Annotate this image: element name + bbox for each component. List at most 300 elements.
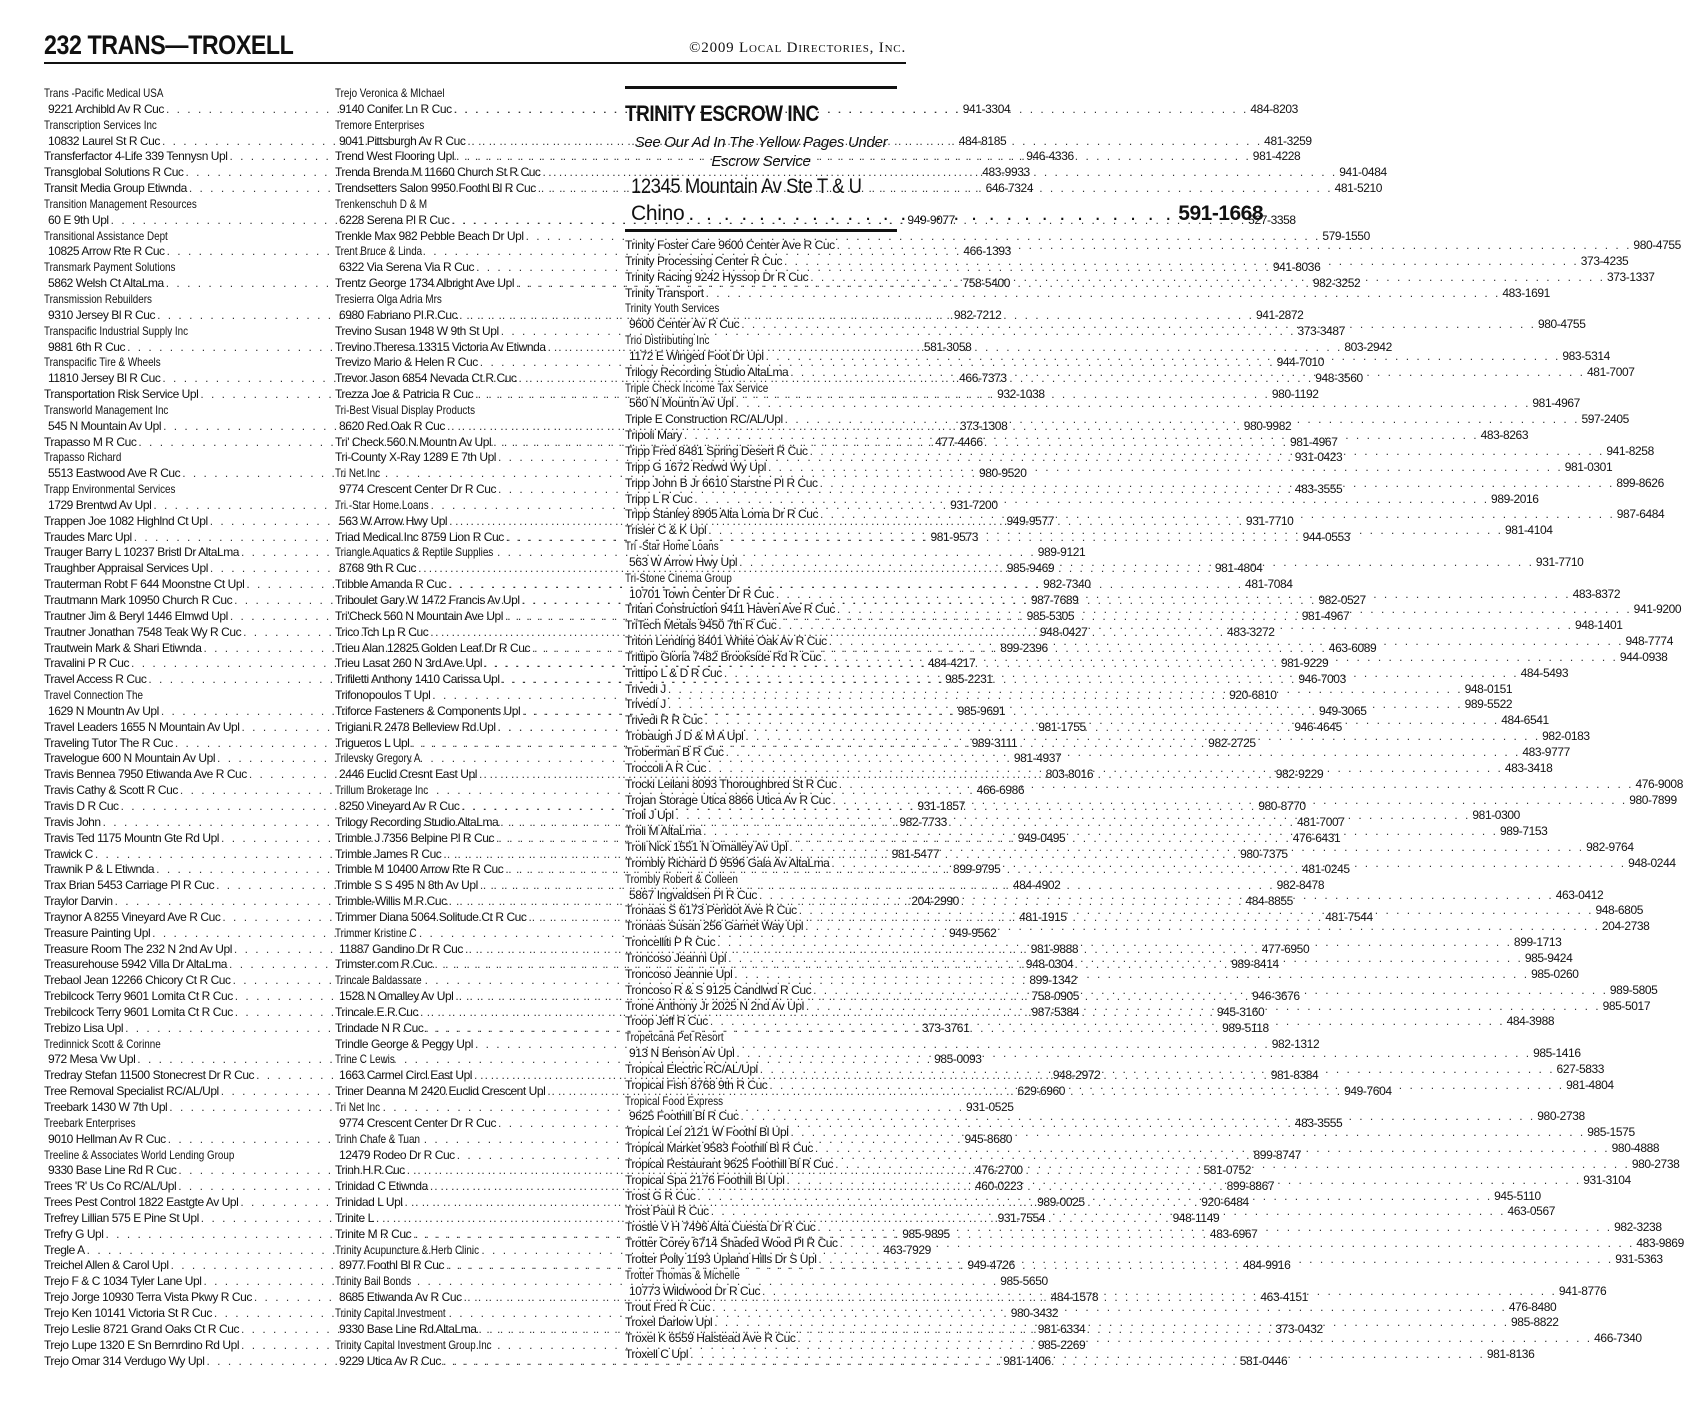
listing-phone: 985-5650 bbox=[1000, 1274, 1048, 1289]
listing-phone: 481-0245 bbox=[1302, 862, 1350, 877]
listing-phone: 758-5400 bbox=[962, 276, 1011, 291]
listing-name: Trojan Storage Utica 8866 Utica Av R Cuc bbox=[625, 792, 831, 807]
listing-heading-text: Tredinnick Scott & Corinne bbox=[44, 1036, 161, 1051]
listing-phone: 985-9691 bbox=[957, 703, 1006, 718]
listing-name: Trotter Polly 1193 Upland Hills Dr S Upl bbox=[625, 1252, 817, 1266]
listing-name: Trinite M R Cuc bbox=[335, 1226, 412, 1241]
listing-phone: 920-6810 bbox=[1229, 688, 1277, 703]
listing-name: Trapasso M R Cuc bbox=[44, 434, 137, 449]
listing-heading-text: Tri -Star Home Loans bbox=[335, 497, 429, 512]
listing-name: Tripp Fred 8481 Spring Desert R Cuc bbox=[625, 443, 808, 458]
listing-phone: 981-4804 bbox=[1214, 561, 1263, 576]
listing-phone: 946-4336 bbox=[1026, 149, 1074, 164]
listing-phone: 484-9916 bbox=[1242, 1258, 1291, 1273]
listing-name: Tredray Stefan 11500 Stonecrest Dr R Cuc bbox=[44, 1068, 255, 1083]
listing-phone: 481-7544 bbox=[1325, 909, 1373, 924]
listing-phone: 476-2700 bbox=[975, 1163, 1023, 1178]
listing-name: 10773 Wildwood Dr R Cuc bbox=[629, 1283, 761, 1298]
listing-name: Travis Bennea 7950 Etiwanda Ave R Cuc bbox=[44, 767, 247, 782]
listing-name: Transferfactor 4-Life 339 Tennysn Upl bbox=[44, 149, 228, 164]
listing-name: Troncoso Jeanni Upl bbox=[625, 950, 727, 965]
listing-phone: 931-7200 bbox=[950, 497, 998, 512]
listing-name: 545 N Mountain Av Upl bbox=[48, 418, 162, 433]
listing-heading bbox=[44, 450, 318, 466]
listing-phone: 948-0304 bbox=[1025, 957, 1074, 972]
listing-phone: 483-8263 bbox=[1480, 428, 1529, 443]
listing-phone: 981-0301 bbox=[1564, 459, 1613, 474]
listing-heading bbox=[625, 1030, 897, 1046]
listing-name: Tripp L R Cuc bbox=[625, 491, 693, 506]
listing-phone: 920-6484 bbox=[1201, 1195, 1249, 1210]
listing-name: Trinity Foster Care 9600 Center Ave R Cuc bbox=[625, 238, 835, 252]
listing-phone: 949-0495 bbox=[1017, 830, 1066, 845]
listing-heading-text: Trillum Brokerage Inc bbox=[335, 783, 429, 798]
listing-name: Trilogy Recording Studio AltaLma bbox=[625, 364, 789, 379]
listing-phone: 931-0525 bbox=[966, 1100, 1014, 1114]
leader-dots bbox=[818, 507, 1617, 523]
listing-phone: 579-1550 bbox=[1322, 228, 1370, 243]
listing-name: 9221 Archibld Av R Cuc bbox=[48, 101, 164, 116]
listing-name: 10825 Arrow Rte R Cuc bbox=[48, 244, 165, 259]
leader-dots bbox=[666, 682, 1465, 698]
leader-dots bbox=[706, 761, 1505, 777]
listing-phone: 981-4967 bbox=[1532, 396, 1580, 411]
listing-phone: 948-3560 bbox=[1315, 371, 1363, 386]
listing-heading-text: Transitional Assistance Dept bbox=[44, 228, 168, 243]
listing-phone: 483-9777 bbox=[1522, 745, 1570, 759]
listing-heading-text: Tri Net Inc bbox=[335, 1100, 381, 1114]
listing-phone: 946-3676 bbox=[1252, 989, 1300, 1004]
listing-name: Trevino Theresa 13315 Victoria Av Etiwnda bbox=[335, 339, 546, 354]
leader-dots bbox=[722, 666, 1521, 682]
listing-phone: 948-0151 bbox=[1464, 681, 1513, 696]
page-header bbox=[44, 28, 906, 64]
listing-name: Trebilcock Terry 9601 Lomita Ct R Cuc bbox=[44, 989, 233, 1004]
listing-name: Travis John bbox=[44, 814, 101, 829]
listing-heading bbox=[335, 1243, 609, 1259]
listing-phone: 483-9869 bbox=[1636, 1236, 1684, 1251]
listing-name: Trezza Joe & Patricia R Cuc bbox=[335, 387, 474, 402]
leader-dots bbox=[835, 238, 1634, 254]
listing-phone: 463-7929 bbox=[883, 1242, 931, 1257]
listing-heading bbox=[335, 926, 609, 942]
listing-name: Travis Cathy & Scott R Cuc bbox=[44, 783, 178, 798]
listing-phone: 985-2269 bbox=[1037, 1337, 1086, 1352]
listing-name: Troccoli A R Cuc bbox=[625, 760, 707, 775]
listing-heading-text: Tri Net Inc bbox=[335, 466, 381, 481]
listing-phone: 949-9562 bbox=[948, 925, 997, 940]
listing-heading bbox=[335, 466, 609, 482]
listing-phone: 949-7604 bbox=[1344, 1084, 1392, 1099]
listing-phone: 985-1575 bbox=[1587, 1125, 1635, 1140]
listing-name: Troncelliti P R Cuc bbox=[625, 935, 716, 950]
listing-name: Trobaugh J D & M A Upl bbox=[625, 729, 744, 744]
listing-phone: 484-8203 bbox=[1250, 101, 1298, 116]
leader-dots bbox=[743, 729, 1542, 745]
listing-name: Trivedi J bbox=[625, 681, 666, 696]
listing-phone: 945-8680 bbox=[964, 1131, 1013, 1146]
leader-dots bbox=[782, 254, 1581, 270]
listing-name: Troberman B R Cuc bbox=[625, 745, 724, 759]
listing-phone: 980-2738 bbox=[1537, 1109, 1585, 1124]
listing-heading-text: Transmark Payment Solutions bbox=[44, 260, 176, 275]
listing-heading bbox=[44, 403, 318, 419]
listing-name: Trimble M 10400 Arrow Rte R Cuc bbox=[335, 862, 504, 877]
listing-phone: 989-5805 bbox=[1609, 982, 1658, 997]
listing-name: 560 N Mountn Av Upl bbox=[629, 396, 734, 411]
listing-name: 11810 Jersey Bl R Cuc bbox=[48, 371, 161, 386]
listing-name: 9010 Hellman Av R Cuc bbox=[48, 1131, 166, 1146]
listing-phone: 373-3761 bbox=[921, 1020, 970, 1035]
listing-phone: 982-0527 bbox=[1318, 593, 1366, 607]
listing-name: Treasure Room The 232 N 2nd Av Upl bbox=[44, 941, 232, 956]
listing-heading bbox=[335, 1100, 609, 1116]
listing-phone: 941-8036 bbox=[1272, 260, 1321, 275]
listing-phone: 597-2405 bbox=[1581, 412, 1629, 427]
listing-name: 9041 Pittsburgh Av R Cuc bbox=[339, 133, 466, 148]
listing-phone: 481-1915 bbox=[1019, 909, 1067, 924]
listing-phone: 985-5017 bbox=[1602, 998, 1651, 1013]
listing-phone: 466-6986 bbox=[976, 783, 1025, 798]
leader-dots bbox=[767, 1078, 1566, 1094]
listing-phone: 981-8384 bbox=[1270, 1068, 1319, 1083]
listing-heading bbox=[44, 1116, 318, 1132]
listing-phone: 949-9077 bbox=[907, 212, 955, 227]
listing-name: Transportation Risk Service Upl bbox=[44, 387, 199, 402]
listing-phone: 985-8822 bbox=[1511, 1315, 1559, 1330]
leader-dots bbox=[708, 1014, 1507, 1030]
listing-name: Trimble-Willis M R Cuc bbox=[335, 894, 447, 909]
listing-entry bbox=[625, 285, 1550, 302]
listing-name: 563 W Arrow Hwy Upl bbox=[629, 554, 738, 569]
listing-name: 6322 Via Serena Via R Cuc bbox=[339, 260, 475, 275]
listing-phone: 466-7373 bbox=[959, 371, 1007, 386]
listing-name: 1629 N Mountn Av Upl bbox=[48, 703, 159, 718]
listing-name: Tree Removal Specialist RC/AL/Upl bbox=[44, 1084, 219, 1099]
listing-name: 972 Mesa Vw Upl bbox=[48, 1052, 136, 1067]
listing-name: Trout Fred R Cuc bbox=[625, 1299, 711, 1314]
listing-phone: 944-0938 bbox=[1619, 649, 1668, 664]
listing-name: Trebilcock Terry 9601 Lomita Ct R Cuc bbox=[44, 1004, 233, 1019]
listing-phone: 373-1308 bbox=[959, 418, 1008, 433]
listing-heading bbox=[44, 118, 318, 134]
listing-name: Trejo Ken 10141 Victoria St R Cuc bbox=[44, 1305, 212, 1320]
listing-phone: 980-9982 bbox=[1243, 418, 1292, 433]
listing-heading-text: Transpacific Tire & Wheels bbox=[44, 355, 161, 370]
listing-name: Travel Access R Cuc bbox=[44, 672, 147, 687]
listing-name: Trinidad C Etiwnda bbox=[335, 1179, 428, 1194]
leader-dots bbox=[695, 1189, 1494, 1205]
listing-phone: 484-8185 bbox=[958, 133, 1007, 148]
listing-phone: 989-2016 bbox=[1491, 491, 1539, 506]
listing-phone: 931-7710 bbox=[1245, 513, 1294, 528]
listing-name: Tritan Construction 9411 Haven Ave R Cuc bbox=[625, 602, 835, 617]
ad-note-line: Escrow Service bbox=[711, 153, 811, 170]
listing-heading bbox=[335, 1132, 609, 1148]
listing-phone: 204-2738 bbox=[1601, 919, 1650, 934]
listing-phone: 941-2872 bbox=[1255, 307, 1304, 322]
listing-phone: 985-2231 bbox=[945, 672, 993, 687]
listing-phone: 931-0423 bbox=[1294, 450, 1343, 465]
listing-name: Travis Ted 1175 Mountn Gte Rd Upl bbox=[44, 830, 220, 845]
listing-phone: 483-9933 bbox=[982, 165, 1030, 180]
listing-name: 9625 Foothill Bl R Cuc bbox=[629, 1109, 739, 1124]
leader-dots bbox=[803, 919, 1602, 935]
leader-dots bbox=[808, 270, 1607, 286]
leader-dots bbox=[726, 951, 1525, 967]
listing-heading bbox=[335, 118, 609, 134]
listing-name: Trees Pest Control 1822 Eastgte Av Upl bbox=[44, 1195, 239, 1210]
listing-heading-text: Trilevsky Gregory A bbox=[335, 751, 421, 766]
listing-name: Trax Brian 5453 Carriage Pl R Cuc bbox=[44, 878, 215, 893]
listing-phone: 899-9795 bbox=[952, 862, 1001, 877]
listing-heading bbox=[44, 355, 318, 371]
listing-phone: 204-2990 bbox=[911, 894, 959, 909]
listing-name: Trinite L bbox=[335, 1210, 374, 1225]
listing-heading bbox=[625, 333, 897, 349]
listing-phone: 483-8372 bbox=[1572, 586, 1621, 601]
listing-name: Travalini P R Cuc bbox=[44, 656, 130, 671]
leader-dots bbox=[682, 428, 1481, 444]
listing-name: 8977 Foothl Bl R Cuc bbox=[339, 1258, 445, 1273]
leader-dots bbox=[737, 555, 1536, 571]
listing-phone: 982-3238 bbox=[1614, 1220, 1662, 1235]
listing-phone: 373-0432 bbox=[1275, 1321, 1323, 1336]
listing-name: Tripp Stanley 8905 Alta Loma Dr R Cuc bbox=[625, 507, 819, 522]
listing-phone: 983-5314 bbox=[1562, 348, 1610, 363]
listing-phone: 931-7554 bbox=[997, 1210, 1046, 1225]
listing-name: Troli Nick 1551 N Omalley Av Upl bbox=[625, 840, 788, 855]
listing-heading-text: Triangle Aquatics & Reptile Supplies bbox=[335, 545, 494, 560]
listing-heading-text: Tri -Star Home Loans bbox=[625, 539, 719, 554]
listing-phone: 948-2972 bbox=[1052, 1068, 1101, 1083]
listing-name: 8620 Red Oak R Cuc bbox=[339, 418, 445, 433]
listing-phone: 980-4755 bbox=[1537, 317, 1586, 332]
listing-phone: 899-1713 bbox=[1513, 935, 1562, 950]
listing-phone: 931-3104 bbox=[1583, 1172, 1631, 1187]
listing-name: 913 N Benson Av Upl bbox=[629, 1046, 735, 1061]
listing-name: Trenkle Max 982 Pebble Beach Dr Upl bbox=[335, 228, 524, 243]
listing-heading bbox=[335, 292, 609, 308]
listing-heading bbox=[625, 571, 897, 587]
listing-phone: 481-7084 bbox=[1245, 577, 1293, 592]
listing-phone: 949-3065 bbox=[1318, 703, 1367, 718]
listing-phone: 949-4726 bbox=[967, 1258, 1015, 1273]
listing-phone: 484-6541 bbox=[1501, 713, 1549, 728]
listing-heading-text: Trotter Thomas & Michelle bbox=[625, 1267, 740, 1282]
listing-phone: 985-1416 bbox=[1533, 1046, 1581, 1061]
listing-name: Trevino Susan 1948 W 9th St Upl bbox=[335, 323, 499, 338]
listing-name: Triad Medical Inc 8759 Lion R Cuc bbox=[335, 529, 504, 544]
listing-heading-text: Trapp Environmental Services bbox=[44, 482, 176, 497]
listing-phone: 982-3252 bbox=[1312, 276, 1361, 291]
listing-heading bbox=[335, 197, 609, 213]
listing-name: Trone Anthony Jr 2025 N 2nd Av Upl bbox=[625, 998, 804, 1013]
listing-phone: 932-1038 bbox=[997, 387, 1045, 402]
listing-phone: 899-2396 bbox=[1000, 640, 1048, 655]
listing-name: Trautner Jonathan 7548 Teak Wy R Cuc bbox=[44, 624, 242, 639]
listing-heading-text: Trinity Bail Bonds bbox=[335, 1274, 412, 1289]
listing-name: Trocki Leilani 8093 Thoroughbred St R Cuc bbox=[625, 776, 837, 791]
listing-name: Trico Tch Lp R Cuc bbox=[335, 624, 429, 639]
listing-name: Traughber Appraisal Services Upl bbox=[44, 561, 208, 576]
leader-dots bbox=[757, 888, 1556, 904]
listing-phone: 980-1192 bbox=[1271, 387, 1319, 402]
leader-dots bbox=[703, 713, 1502, 729]
listing-name: 9600 Center Av R Cuc bbox=[629, 317, 740, 332]
listing-name: Troncoso R & S 9125 Candlwd R Cuc bbox=[625, 982, 812, 997]
listing-phone: 899-8626 bbox=[1616, 475, 1664, 490]
listing-heading bbox=[335, 783, 609, 799]
listing-phone: 989-3111 bbox=[971, 735, 1018, 750]
listing-heading bbox=[44, 324, 318, 340]
ad-phone: 591-1668 bbox=[1178, 202, 1264, 225]
listing-phone: 985-9424 bbox=[1524, 950, 1573, 965]
listing-heading-text: Tropical Food Express bbox=[625, 1093, 724, 1108]
listing-name: Trieu Lasat 260 N 3rd Ave Upl bbox=[335, 656, 483, 671]
leader-dots bbox=[827, 634, 1626, 650]
listing-name: Tripp John B Jr 6610 Starstne Pl R Cuc bbox=[625, 475, 818, 490]
listing-phone: 941-0484 bbox=[1339, 165, 1387, 180]
listing-phone: 581-0752 bbox=[1203, 1163, 1251, 1178]
listing-phone: 483-3555 bbox=[1294, 482, 1343, 497]
listing-heading-text: Trapasso Richard bbox=[44, 450, 122, 465]
listing-phone: 989-0025 bbox=[1037, 1195, 1085, 1210]
listing-phone: 484-8855 bbox=[1245, 894, 1293, 909]
listing-phone: 948-6805 bbox=[1595, 903, 1643, 918]
listing-phone: 982-7733 bbox=[899, 814, 947, 829]
leader-dots bbox=[666, 697, 1465, 713]
leader-dots bbox=[706, 523, 1505, 539]
listing-name: Troli J Upl bbox=[625, 808, 674, 823]
listing-heading bbox=[335, 1338, 609, 1354]
listing-name: Trenda Brenda M 11660 Church St R Cuc bbox=[335, 165, 541, 180]
listing-name: Triton Lending 8401 White Oak Av R Cuc bbox=[625, 634, 827, 649]
listing-phone: 982-8478 bbox=[1276, 878, 1325, 893]
listing-name: Travelogue 600 N Mountain Av Upl bbox=[44, 751, 216, 766]
listing-name: Tri' Check 560 N Mountn Av Upl bbox=[335, 434, 492, 449]
listing-name: TriTech Metals 9450 7th R Cuc bbox=[625, 618, 777, 633]
listing-name: Trautwein Mark & Shari Etiwnda bbox=[44, 640, 202, 655]
listing-heading-text: Tri-Stone Cinema Group bbox=[625, 570, 732, 585]
listing-phone: 982-7212 bbox=[953, 307, 1002, 322]
leader-dots bbox=[818, 476, 1617, 492]
listing-phone: 981-5477 bbox=[891, 846, 940, 861]
listing-phone: 987-5384 bbox=[1031, 1004, 1080, 1019]
listing-name: 9774 Crescent Center Dr R Cuc bbox=[339, 1115, 497, 1130]
listing-phone: 981-4104 bbox=[1505, 523, 1553, 538]
listing-phone: 483-3272 bbox=[1227, 624, 1275, 639]
listing-name: Trautmann Mark 10950 Church R Cuc bbox=[44, 593, 233, 607]
listing-phone: 460-0223 bbox=[975, 1179, 1023, 1194]
leader-dots bbox=[710, 1300, 1509, 1316]
listing-heading bbox=[44, 229, 318, 245]
listing-phone: 581-3058 bbox=[923, 339, 972, 354]
listing-heading bbox=[44, 1037, 318, 1053]
listing-name: Trost Paul R Cuc bbox=[625, 1204, 709, 1219]
ad-note bbox=[625, 133, 897, 171]
leader-dots bbox=[815, 1220, 1614, 1236]
listing-heading-text: Transworld Management Inc bbox=[44, 402, 169, 417]
listing-name: Tri-County X-Ray 1289 E 7th Upl bbox=[335, 450, 497, 465]
listing-name: Treebark 1430 W 7th Upl bbox=[44, 1100, 168, 1114]
listing-name: Transit Media Group Etiwnda bbox=[44, 181, 187, 196]
leader-dots bbox=[835, 602, 1634, 618]
listing-name: Trotter Corey 6714 Shaded Wood Pl R Cuc bbox=[625, 1236, 838, 1251]
listing-name: Tregle A bbox=[44, 1242, 85, 1257]
listing-phone: 948-1149 bbox=[1172, 1210, 1220, 1225]
listing-name: 8250 Vineyard Av R Cuc bbox=[339, 798, 460, 813]
leader-dots bbox=[715, 935, 1514, 951]
listing-phone: 581-0446 bbox=[1239, 1353, 1288, 1368]
listing-name: Tropical Lei 2121 W Foothl Bl Upl bbox=[625, 1125, 789, 1140]
listing-phone: 373-1337 bbox=[1606, 269, 1655, 284]
listing-phone: 476-6431 bbox=[1292, 830, 1341, 845]
leader-dots bbox=[692, 492, 1491, 508]
listing-heading bbox=[44, 292, 318, 308]
listing-name: Traynor A 8255 Vineyard Ave R Cuc bbox=[44, 909, 221, 924]
listing-phone: 985-0260 bbox=[1531, 966, 1579, 981]
listing-name: Trisler C & K Upl bbox=[625, 523, 707, 538]
copyright-notice: ©2009 Local Directories, Inc. bbox=[689, 40, 906, 56]
listing-phone: 989-9121 bbox=[1037, 545, 1086, 560]
listing-heading-text: Trine C Lewis bbox=[335, 1052, 395, 1067]
listing-phone: 803-2942 bbox=[1344, 339, 1392, 354]
page-title: 232 TRANS—TROXELL bbox=[44, 30, 294, 60]
leader-dots bbox=[830, 793, 1629, 809]
listing-name: Trivedi J bbox=[625, 697, 666, 712]
listing-name: Travis D R Cuc bbox=[44, 798, 119, 813]
listing-phone: 483-3555 bbox=[1294, 1115, 1343, 1130]
listing-name: Trejo Lupe 1320 E Sn Bernrdino Rd Upl bbox=[44, 1337, 240, 1352]
listing-phone: 483-3418 bbox=[1504, 760, 1553, 775]
listing-name: Trautner Jim & Beryl 1446 Elmwd Upl bbox=[44, 608, 228, 623]
listing-heading-text: Transcription Services Inc bbox=[44, 117, 157, 132]
listing-heading-text: Trejo Veronica & MIchael bbox=[335, 86, 445, 100]
listing-heading-text: Trans -Pacific Medical USA bbox=[44, 86, 164, 100]
listing-name: Trappen Joe 1082 Highlnd Ct Upl bbox=[44, 513, 208, 528]
listing-heading-text: Treeline & Associates World Lending Group bbox=[44, 1147, 235, 1162]
leader-dots bbox=[732, 967, 1531, 983]
listing-phone: 945-5110 bbox=[1494, 1188, 1541, 1203]
listing-heading-text: Travel Connection The bbox=[44, 688, 144, 703]
listing-heading-text: Tropetcana Pet Resort bbox=[625, 1030, 724, 1045]
listing-phone: 527-3358 bbox=[1248, 212, 1296, 227]
listing-phone: 931-5363 bbox=[1615, 1252, 1663, 1266]
listing-phone: 944-0553 bbox=[1302, 529, 1351, 544]
listing-phone: 803-8016 bbox=[1045, 767, 1094, 782]
listing-name: 11887 Gandino Dr R Cuc bbox=[339, 941, 463, 956]
leader-dots bbox=[811, 983, 1610, 999]
leader-dots bbox=[833, 1157, 1632, 1173]
listing-name: 9881 6th R Cuc bbox=[48, 339, 126, 354]
leader-dots bbox=[804, 999, 1603, 1015]
listing-heading bbox=[625, 301, 897, 317]
leader-dots bbox=[776, 618, 1575, 634]
leader-dots bbox=[674, 808, 1473, 824]
listing-phone: 483-1691 bbox=[1502, 285, 1550, 300]
listing-name: Trinity Processing Center R Cuc bbox=[625, 253, 782, 268]
listing-heading-text: Triple Check Income Tax Service bbox=[625, 380, 769, 395]
listing-name: Trigueros L Upl bbox=[335, 735, 410, 750]
listing-phone: 989-7153 bbox=[1499, 824, 1548, 839]
listing-heading bbox=[335, 751, 609, 767]
listing-heading-text: Trombly Robert & Colleen bbox=[625, 871, 738, 886]
listing-phone: 980-4888 bbox=[1611, 1141, 1660, 1156]
listing-heading bbox=[335, 403, 609, 419]
listing-phone: 982-1312 bbox=[1271, 1036, 1320, 1051]
listing-name: Traylor Darvin bbox=[44, 894, 113, 909]
